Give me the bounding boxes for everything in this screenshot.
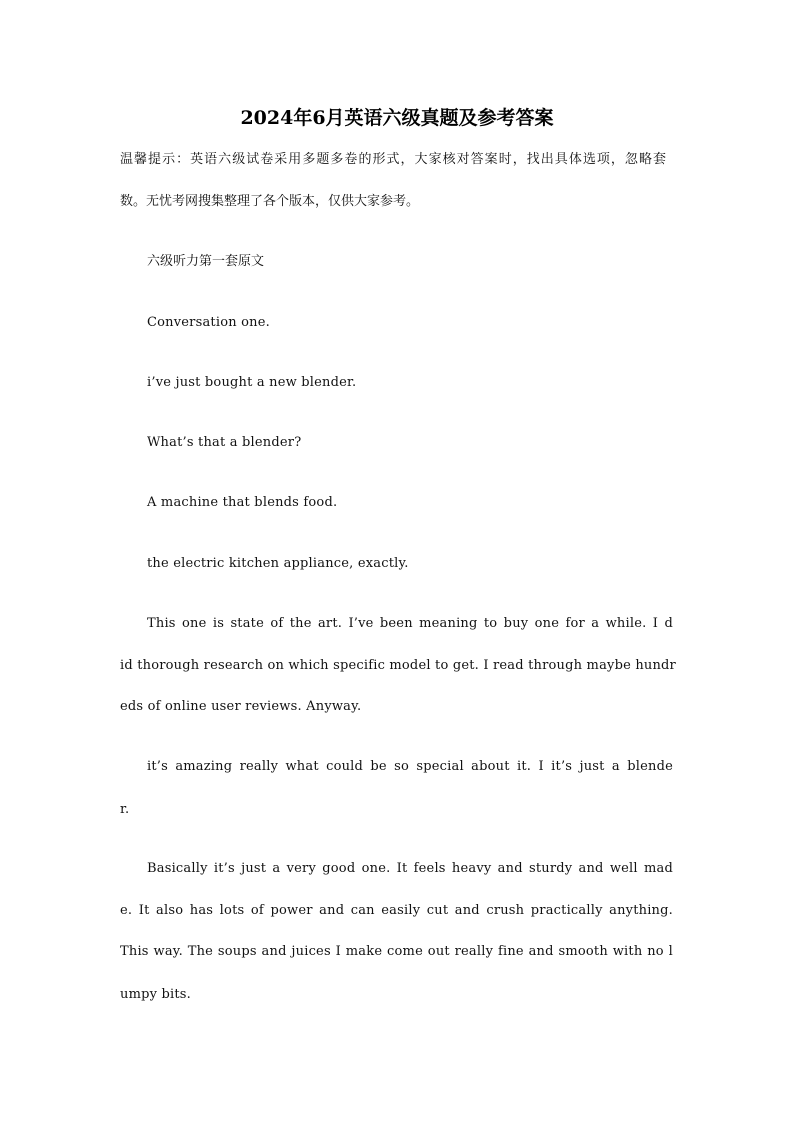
paragraph-1-line-3: eds of online user reviews. Anyway.: [120, 699, 362, 714]
paragraph-3-line-4: umpy bits.: [120, 987, 192, 1002]
transcript-line: What’s that a blender?: [147, 435, 302, 450]
paragraph-2-line-1: it’s amazing really what could be so special about it. I it’s just a blende: [147, 759, 673, 774]
transcript-line: A machine that blends food.: [147, 495, 338, 510]
transcript-line: i’ve just bought a new blender.: [147, 375, 357, 390]
paragraph-1-line-1: This one is state of the art. I’ve been meaning to buy one for a while. I d: [147, 616, 673, 631]
notice-line-2: 数。无忧考网搜集整理了各个版本，仅供大家参考。: [120, 194, 420, 209]
transcript-line: Conversation one.: [147, 315, 270, 330]
paragraph-2-line-2: r.: [120, 802, 130, 817]
document-title: 2024年6月英语六级真题及参考答案: [240, 107, 554, 129]
paragraph-3-line-2: e. It also has lots of power and can easily cut and crush practically anything.: [120, 903, 673, 918]
paragraph-3-line-3: This way. The soups and juices I make come out really fine and smooth with no l: [120, 944, 673, 959]
paragraph-3-line-1: Basically it’s just a very good one. It feels heavy and sturdy and well mad: [147, 861, 673, 876]
paragraph-1-line-2: id thorough research on which specific model to get. I read through maybe hundr: [120, 658, 676, 673]
transcript-line: the electric kitchen appliance, exactly.: [147, 556, 409, 571]
notice-line-1: 温馨提示：英语六级试卷采用多题多卷的形式，大家核对答案时，找出具体选项，忽略套: [120, 152, 666, 167]
section-heading: 六级听力第一套原文: [147, 254, 265, 269]
